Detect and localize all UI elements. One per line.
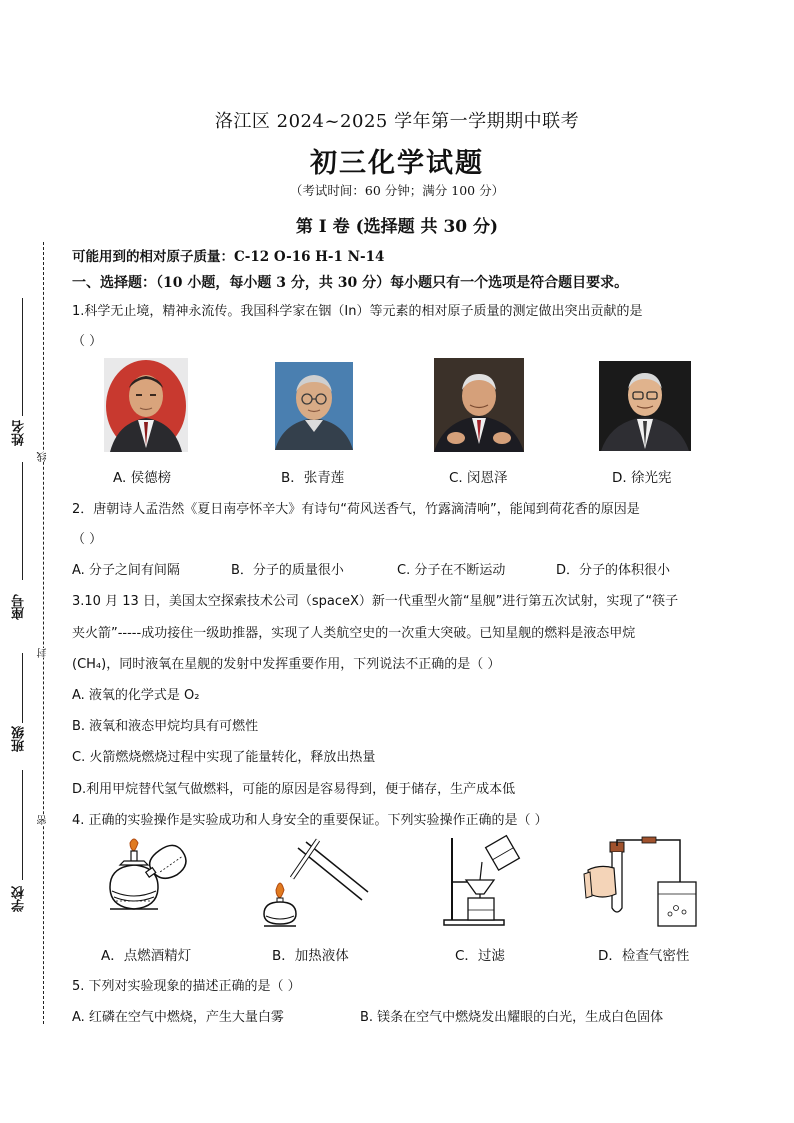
section-title: 第 I 卷 (选择题 共 30 分) xyxy=(295,217,499,237)
portrait-zhang-qinglian xyxy=(275,362,353,450)
seal-mark-close: 密 xyxy=(38,815,49,825)
airtightness-check-illustration xyxy=(582,836,698,930)
seat-label: 座号 xyxy=(12,594,27,620)
q2-option-a: A. 分子之间有间隔 xyxy=(72,563,180,578)
filtration-illustration xyxy=(440,832,528,928)
seat-write-line xyxy=(22,462,23,580)
q3-line1: 3.10 月 13 日，美国太空探索技术公司（spaceX）新一代重型火箭“星舰”进行第五次试射，实现了“筷子 xyxy=(72,594,679,609)
exam-subject-title: 初三化学试题 xyxy=(310,148,484,179)
q2-blank: （ ） xyxy=(72,532,103,547)
binding-dashed-line xyxy=(43,242,44,1024)
atomic-masses: 可能用到的相对原子质量：C-12 O-16 H-1 N-14 xyxy=(72,249,385,265)
q2-option-b: B．分子的质量很小 xyxy=(231,563,344,578)
school-write-line xyxy=(22,770,23,880)
name-write-line xyxy=(22,298,23,416)
q4-option-d: D．检查气密性 xyxy=(598,948,690,964)
q5-option-a: A. 红磷在空气中燃烧，产生大量白雾 xyxy=(72,1010,284,1025)
q3-option-c: C. 火箭燃烧燃烧过程中实现了能量转化，释放出热量 xyxy=(72,750,376,765)
q3-option-a: A. 液氧的化学式是 O₂ xyxy=(72,688,200,703)
seal-mark-seal: 封 xyxy=(38,648,49,658)
name-label: 姓名 xyxy=(12,420,27,446)
q1-stem: 1.科学无止境，精神永流传。我国科学家在铟（In）等元素的相对原子质量的测定做出突出贡献的是 xyxy=(72,304,643,319)
q4-option-a: A．点燃酒精灯 xyxy=(101,948,192,964)
q1-blank: （ ） xyxy=(72,334,103,349)
q2-option-c: C. 分子在不断运动 xyxy=(397,563,506,578)
q3-option-b: B. 液氧和液态甲烷均具有可燃性 xyxy=(72,719,259,734)
q2-stem: 2．唐朝诗人孟浩然《夏日南亭怀辛大》有诗句“荷风送香气，竹露滴清响”，能闻到荷花香的原因是 xyxy=(72,502,640,517)
exam-district-title: 洛江区 2024~2025 学年第一学期期中联考 xyxy=(214,111,580,132)
portrait-min-enze xyxy=(434,358,524,452)
alcohol-lamp-lighting-illustration xyxy=(100,835,195,920)
q3-line3: (CH₄)，同时液氧在星舰的发射中发挥重要作用，下列说法不正确的是（ ） xyxy=(72,657,501,672)
q4-option-c: C．过滤 xyxy=(455,948,505,964)
portrait-hou-debang xyxy=(104,358,188,452)
part1-heading: 一、选择题：（10 小题，每小题 3 分，共 30 分）每小题只有一个选项是符合题目要求。 xyxy=(72,275,629,291)
q1-option-b: B．张青莲 xyxy=(281,470,345,486)
q1-option-a: A. 侯德榜 xyxy=(113,470,172,486)
seal-mark-line: 线 xyxy=(38,452,49,462)
q4-stem: 4. 正确的实验操作是实验成功和人身安全的重要保证。下列实验操作正确的是（ ） xyxy=(72,813,548,828)
portrait-xu-guangxian xyxy=(599,361,691,451)
q3-line2: 夹火箭”-----成功接住一级助推器，实现了人类航空史的一次重大突破。已知星舰的燃料是液态甲烷 xyxy=(72,626,636,641)
q5-stem: 5. 下列对实验现象的描述正确的是（ ） xyxy=(72,979,301,994)
q3-option-d: D.利用甲烷替代氢气做燃料，可能的原因是容易得到，便于储存，生产成本低 xyxy=(72,782,516,797)
q1-option-d: D. 徐光宪 xyxy=(612,470,672,486)
school-label: 学校 xyxy=(12,886,27,912)
q5-option-b: B. 镁条在空气中燃烧发出耀眼的白光，生成白色固体 xyxy=(360,1010,664,1025)
class-label: 班级 xyxy=(12,726,27,752)
heating-liquid-illustration xyxy=(262,838,370,930)
q1-option-c: C. 闵恩泽 xyxy=(449,470,508,486)
class-write-line xyxy=(22,653,23,723)
exam-time-info: （考试时间：60 分钟；满分 100 分） xyxy=(289,183,505,198)
q4-option-b: B．加热液体 xyxy=(272,948,349,964)
q2-option-d: D．分子的体积很小 xyxy=(556,563,671,578)
